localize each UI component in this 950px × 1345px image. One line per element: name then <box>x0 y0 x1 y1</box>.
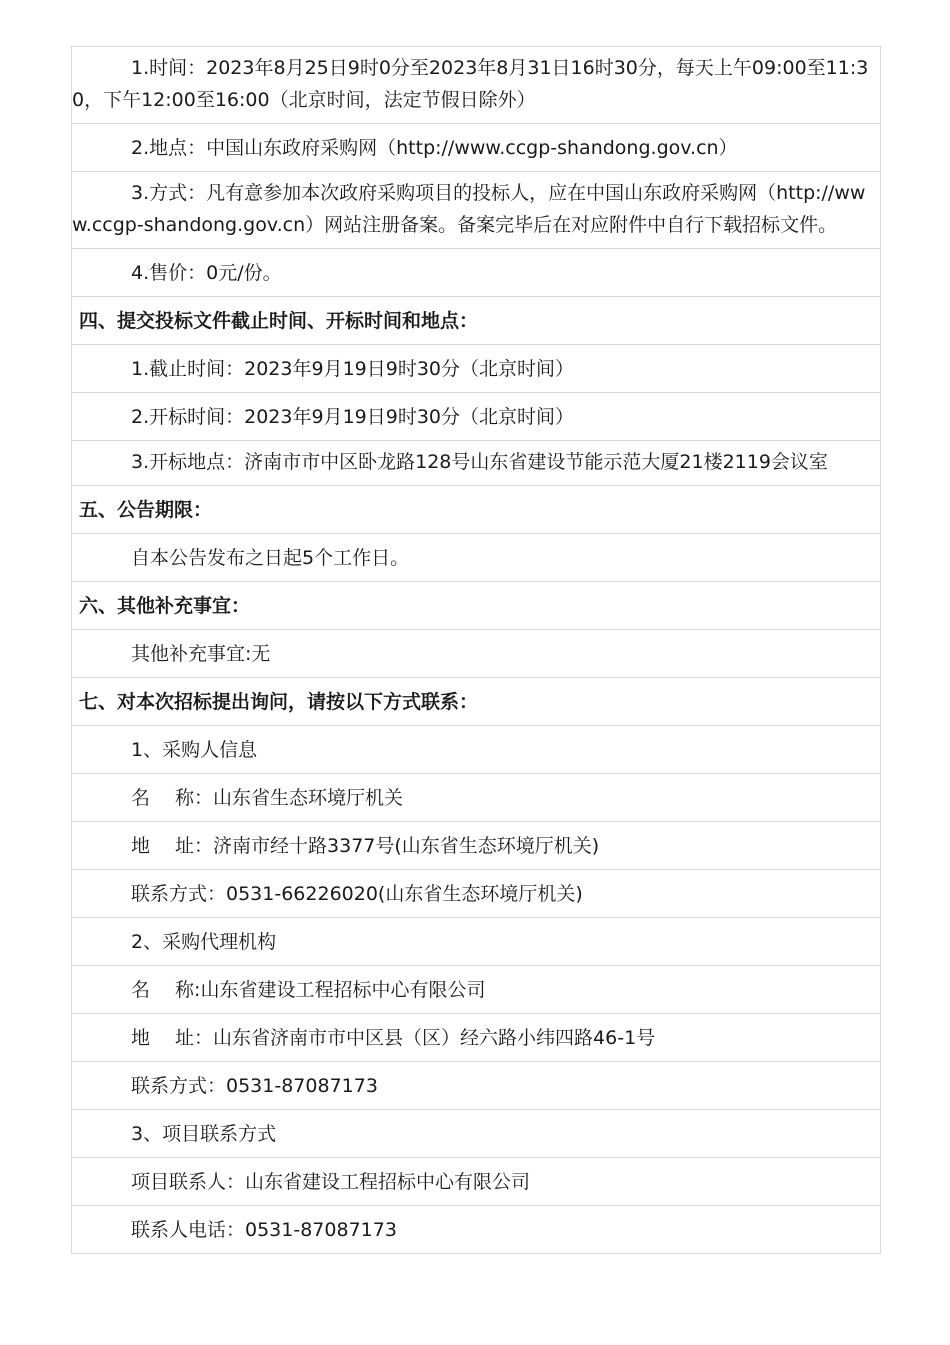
price-row: 4.售价：0元/份。 <box>72 249 880 297</box>
opening-location-row: 3.开标地点：济南市市中区卧龙路128号山东省建设节能示范大厦21楼2119会议室 <box>72 441 880 486</box>
deadline-row: 1.截止时间：2023年9月19日9时30分（北京时间） <box>72 345 880 393</box>
project-contact-label: 3、项目联系方式 <box>72 1110 880 1158</box>
agency-info-label: 2、采购代理机构 <box>72 918 880 966</box>
purchase-time-row: 1.时间：2023年8月25日9时0分至2023年8月31日16时30分，每天上午09:00至11:30，下午12:00至16:00（北京时间，法定节假日除外） <box>72 47 880 124</box>
purchaser-address-row: 地 址：济南市经十路3377号(山东省生态环境厅机关) <box>72 822 880 870</box>
agency-contact-row: 联系方式：0531-87087173 <box>72 1062 880 1110</box>
purchaser-contact-row: 联系方式：0531-66226020(山东省生态环境厅机关) <box>72 870 880 918</box>
section-heading-submission: 四、提交投标文件截止时间、开标时间和地点： <box>72 297 880 345</box>
agency-address-row: 地 址：山东省济南市市中区县（区）经六路小纬四路46-1号 <box>72 1014 880 1062</box>
project-contact-person-row: 项目联系人：山东省建设工程招标中心有限公司 <box>72 1158 880 1206</box>
section-heading-contact: 七、对本次招标提出询问，请按以下方式联系： <box>72 678 880 726</box>
section-heading-other: 六、其他补充事宜： <box>72 582 880 630</box>
opening-time-row: 2.开标时间：2023年9月19日9时30分（北京时间） <box>72 393 880 441</box>
announcement-table <box>71 46 881 1254</box>
project-contact-phone-row: 联系人电话：0531-87087173 <box>131 1219 397 1241</box>
period-row: 自本公告发布之日起5个工作日。 <box>72 534 880 582</box>
purchaser-info-label: 1、采购人信息 <box>72 726 880 774</box>
purchase-method-row: 3.方式：凡有意参加本次政府采购项目的投标人，应在中国山东政府采购网（http://www.ccgp-shandong.gov.cn）网站注册备案。备案完毕后在对应附件中自行下载招标文件。 <box>72 172 880 249</box>
agency-name-row: 名 称:山东省建设工程招标中心有限公司 <box>72 966 880 1014</box>
purchase-location-row: 2.地点：中国山东政府采购网（http://www.ccgp-shandong.gov.cn） <box>72 124 880 172</box>
other-matters-row: 其他补充事宜:无 <box>72 630 880 678</box>
section-heading-period: 五、公告期限： <box>72 486 880 534</box>
purchaser-name-row: 名 称：山东省生态环境厅机关 <box>72 774 880 822</box>
